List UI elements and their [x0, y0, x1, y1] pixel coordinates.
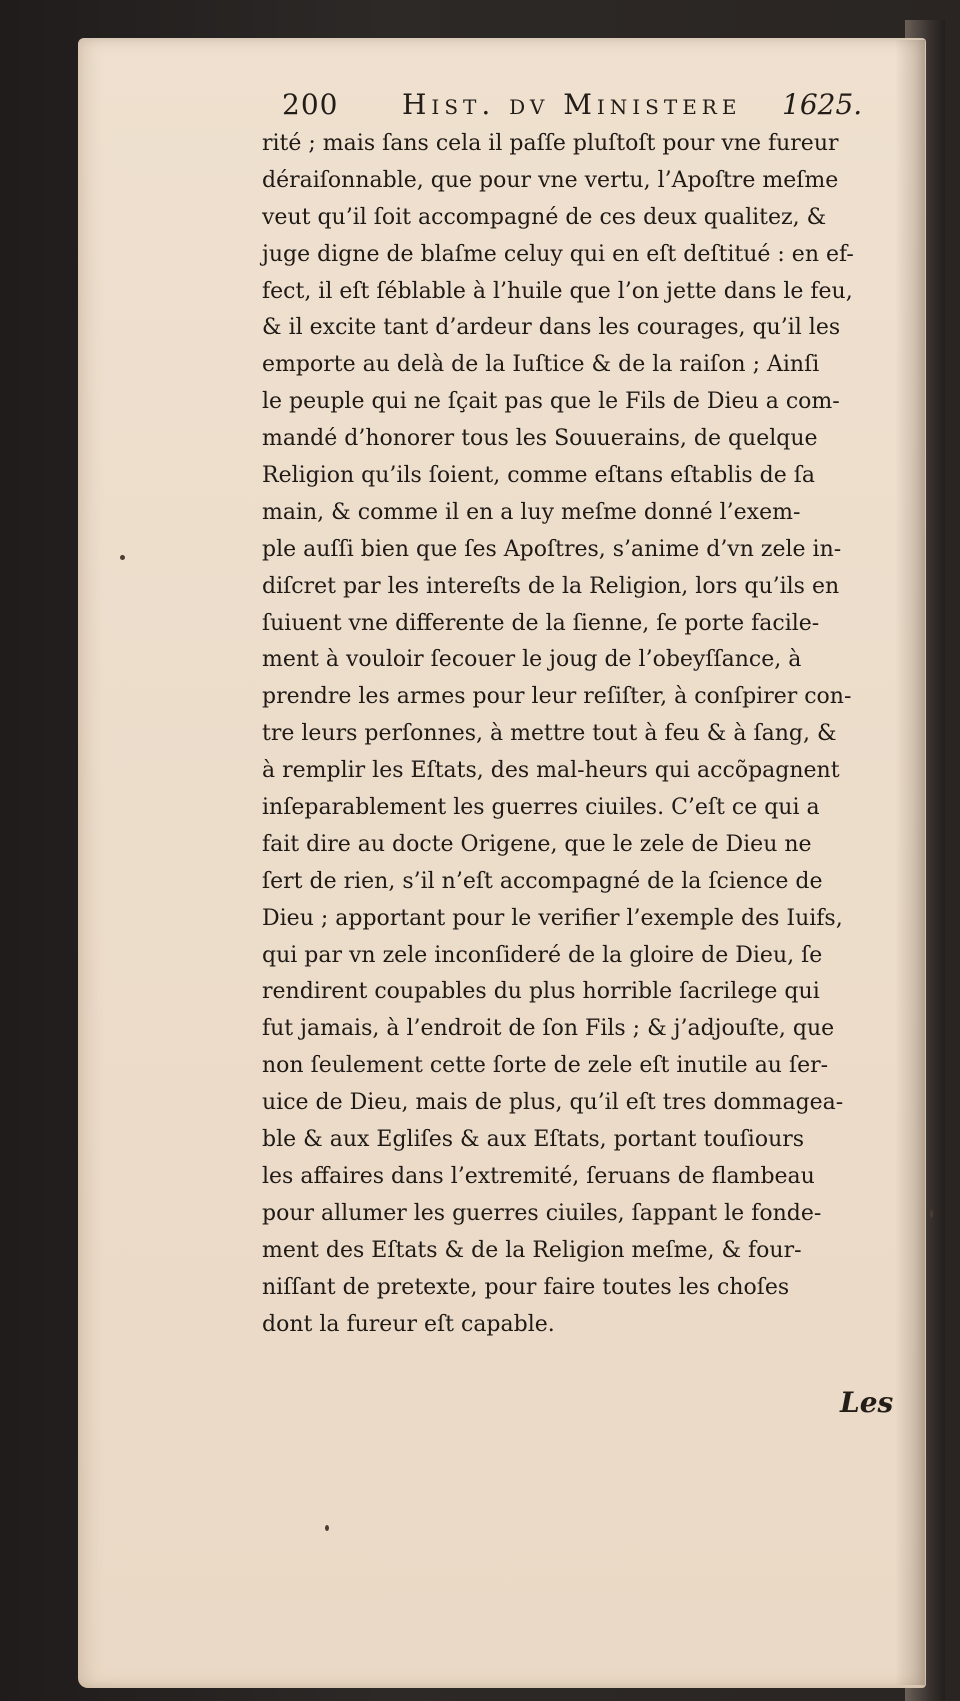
- text-line: ſuiuent vne differente de la ſienne, ſe porte facile-: [262, 610, 820, 636]
- text-line: fect, il eſt ſéblable à l’huile que l’on jette dans le feu,: [262, 278, 853, 304]
- page-header: [282, 88, 902, 128]
- text-line: mandé d’honorer tous les Souuerains, de quelque: [262, 426, 818, 452]
- text-line: diſcret par les intereſts de la Religion, lors qu’ils en: [262, 573, 840, 599]
- text-line: qui par vn zele inconſideré de la gloire de Dieu, ſe: [262, 942, 823, 968]
- text-line: ſert de rien, s’il n’eſt accompagné de la ſcience de: [262, 868, 823, 894]
- page-number: 200: [282, 88, 339, 121]
- text-line: ple auſſi bien que ſes Apoſtres, s’anime d’vn zele in-: [262, 536, 842, 562]
- text-line: ment à vouloir ſecouer le joug de l’obeyſſance, à: [262, 647, 802, 673]
- text-line: emporte au delà de la Iuſtice & de la raiſon ; Ainſi: [262, 352, 820, 378]
- text-line: Religion qu’ils ſoient, comme eſtans eſtablis de ſa: [262, 463, 816, 489]
- ink-speck: [120, 555, 125, 560]
- body-text: [262, 126, 902, 1343]
- text-line: non ſeulement cette ſorte de zele eſt inutile au ſer-: [262, 1053, 829, 1079]
- text-line: fut jamais, à l’endroit de ſon Fils ; & j’adjouſte, que: [262, 1016, 835, 1042]
- text-line: prendre les armes pour leur reſiſter, à conſpirer con-: [262, 684, 852, 710]
- text-line: ble & aux Egliſes & aux Eſtats, portant touſiours: [262, 1127, 805, 1153]
- text-line: uice de Dieu, mais de plus, qu’il eſt tres dommagea-: [262, 1090, 844, 1116]
- text-line: main, & comme il en a luy meſme donné l’exem-: [262, 499, 801, 525]
- ink-speck: [930, 1210, 933, 1218]
- text-line: le peuple qui ne ſçait pas que le Fils de Dieu a com-: [262, 389, 840, 415]
- text-line: pour allumer les guerres ciuiles, ſappant le fonde-: [262, 1200, 822, 1226]
- text-line: fait dire au docte Origene, que le zele de Dieu ne: [262, 831, 812, 857]
- text-line: Dieu ; apportant pour le verifier l’exemple des Iuifs,: [262, 905, 843, 931]
- text-line: rité ; mais ſans cela il paſſe pluſtoſt pour vne fureur: [262, 131, 839, 156]
- text-line: rendirent coupables du plus horrible ſacrilege qui: [262, 979, 820, 1005]
- header-year: 1625.: [782, 88, 863, 121]
- text-line: à remplir les Eſtats, des mal-heurs qui accõpagnent: [262, 758, 840, 784]
- text-line: les affaires dans l’extremité, ſeruans de flambeau: [262, 1163, 815, 1189]
- text-line: déraiſonnable, que pour vne vertu, l’Apoſtre meſme: [262, 167, 839, 193]
- text-line: tre leurs perſonnes, à mettre tout à feu & à ſang, &: [262, 721, 837, 747]
- catchword: Les: [840, 1386, 894, 1419]
- text-line: juge digne de blaſme celuy qui en eſt deſtitué : en ef-: [262, 241, 854, 267]
- running-head: Hist. dv Ministere: [402, 88, 742, 121]
- text-line: & il excite tant d’ardeur dans les courages, qu’il les: [262, 315, 841, 341]
- text-line: inſeparablement les guerres ciuiles. C’eſt ce qui a: [262, 795, 820, 821]
- text-line: dont la fureur eſt capable.: [262, 1311, 555, 1337]
- ink-speck: [325, 1525, 329, 1531]
- text-line: ment des Eſtats & de la Religion meſme, & four-: [262, 1237, 802, 1263]
- text-line: niſſant de pretexte, pour faire toutes les choſes: [262, 1274, 790, 1300]
- text-line: veut qu’il ſoit accompagné de ces deux qualitez, &: [262, 204, 827, 230]
